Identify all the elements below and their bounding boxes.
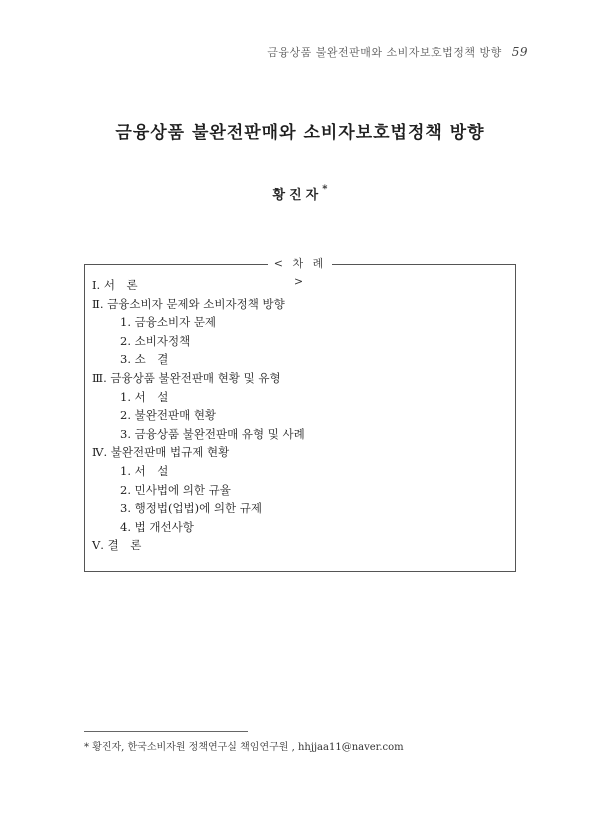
toc-subsection-item: 1. 서 설 — [120, 389, 169, 404]
toc-section-item: Ⅲ. 금융상품 불완전판매 현황 및 유형 — [92, 370, 281, 385]
author-line — [0, 184, 600, 203]
toc-subsection-item: 3. 소 결 — [120, 352, 169, 367]
toc-section-item: Ⅰ. 서 론 — [92, 278, 138, 292]
toc-section-item: Ⅴ. 결 론 — [92, 538, 142, 553]
toc-section-item: Ⅳ. 불완전판매 법규제 현황 — [92, 445, 230, 460]
toc-subsection-item: 3. 행정법(업법)에 의한 규제 — [120, 501, 263, 516]
author-name: 황진자 — [272, 188, 323, 203]
footnote-rule — [84, 731, 248, 732]
toc-subsection-item: 2. 민사법에 의한 규율 — [120, 482, 231, 497]
toc-subsection-item: 1. 금융소비자 문제 — [120, 315, 217, 330]
toc-subsection-item: 2. 불완전판매 현황 — [120, 408, 217, 423]
footnote: * 황진자, 한국소비자원 정책연구실 책임연구원 , hhjjaa11@naver.com — [84, 742, 404, 753]
toc-list — [92, 276, 305, 555]
running-title: 금융상품 불완전판매와 소비자보호법정책 방향 — [267, 46, 502, 59]
toc-subsection-item: 2. 소비자정책 — [120, 333, 191, 348]
paper-title: 금융상품 불완전판매와 소비자보호법정책 방향 — [115, 123, 485, 143]
toc-caption: < 차 례 > — [268, 255, 332, 273]
toc-subsection-item: 1. 서 설 — [120, 463, 169, 478]
toc-section-item: Ⅱ. 금융소비자 문제와 소비자정책 방향 — [92, 296, 285, 311]
author-footnote-mark: * — [322, 184, 328, 195]
running-header — [267, 44, 528, 60]
toc-subsection-item: 3. 금융상품 불완전판매 유형 및 사례 — [120, 426, 305, 441]
toc-subsection-item: 4. 법 개선사항 — [120, 519, 194, 534]
page-number: 59 — [511, 45, 528, 59]
